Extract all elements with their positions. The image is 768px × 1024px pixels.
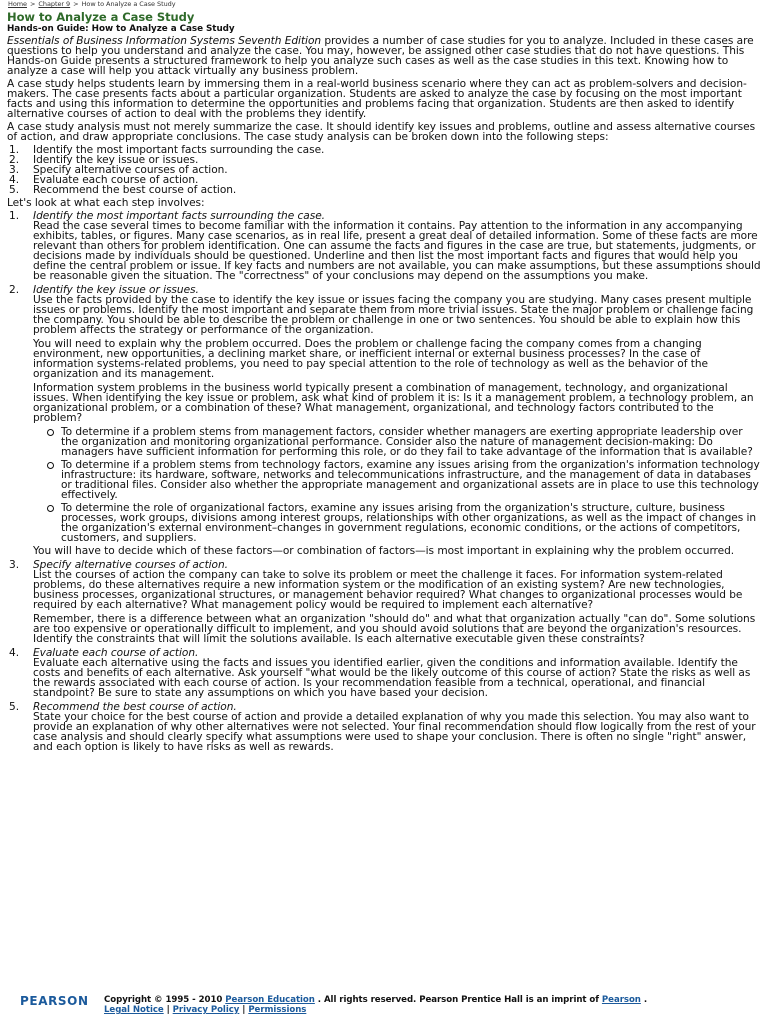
step-number: 1. (9, 144, 20, 156)
bullet-circle-icon (47, 505, 54, 512)
step-text: Recommend the best course of action. (33, 184, 237, 196)
footer-separator: | (163, 1005, 173, 1015)
section-paragraph: You will need to explain why the problem occurred. Does the problem or challenge facing the company comes from a changing environment, new opportunities, a declining market share, or inefficient internal or external business processes? In the case of information systems-related problems, you need to pay special attention to the role of technology as well as the behavior of the organization and its management. (33, 338, 708, 380)
step-text: Evaluate each course of action. (33, 174, 199, 186)
step-number: 5. (9, 184, 20, 196)
pearson-logo: PEARSON (20, 994, 89, 1008)
copyright-text: Copyright © 1995 - 2010 (104, 995, 226, 1005)
section-paragraph: You will have to decide which of these factors—or combination of factors—is most important in explaining why the problem occurred. (33, 545, 735, 557)
breadcrumb-chapter-link[interactable]: Chapter 9 (38, 0, 71, 8)
step-section-4 (7, 648, 762, 698)
breadcrumb-current: How to Analyze a Case Study (81, 0, 176, 8)
step-section-5 (7, 702, 762, 752)
bullet-text: To determine if a problem stems from technology factors, examine any issues arising from the organization's information technology infrastructure: its hardware, software, networks and telecommunications infrastructure, and the management of data in databases or traditional files. Consider also whether the appropriate management and organizational assets are in place to use this technology effectively. (61, 459, 760, 501)
bullet-circle-icon (47, 462, 54, 469)
page-title: How to Analyze a Case Study (7, 10, 195, 24)
step-section-2 (7, 285, 762, 556)
permissions-link[interactable]: Permissions (248, 1005, 307, 1015)
page-subtitle: Hands-on Guide: How to Analyze a Case Study (7, 24, 235, 34)
breadcrumb (8, 0, 176, 8)
footer-links (104, 1005, 647, 1015)
list-item (33, 460, 762, 500)
step-section-3 (7, 560, 762, 644)
section-number: 5. (9, 701, 20, 713)
step-text: Specify alternative courses of action. (33, 164, 228, 176)
section-body (33, 658, 762, 698)
step-text: Identify the most important facts surrounding the case. (33, 144, 325, 156)
step-number: 2. (9, 154, 20, 166)
section-title: Specify alternative courses of action. (33, 559, 228, 571)
list-item (33, 427, 762, 457)
intro-paragraph-1-text: provides a number of case studies for you to analyze. Included in these cases are questions to help you understand and analyze the case. You may, however, be assigned other case studies that do not have questions. This Hands-on Guide presents a structured framework to help you analyze such cases as well as the case studies in this text. Knowing how to analyze a case will help you attack virtually any business problem. (7, 35, 754, 77)
breadcrumb-home-link[interactable]: Home (8, 0, 27, 8)
legal-notice-link[interactable]: Legal Notice (104, 1005, 164, 1015)
section-number: 2. (9, 284, 20, 296)
section-title: Identify the most important facts surrounding the case. (33, 210, 325, 222)
steps-list (7, 145, 762, 195)
intro-paragraph-1 (7, 36, 762, 76)
footer-period: . (640, 995, 648, 1005)
book-title: Essentials of Business Information Systems Seventh Edition (7, 35, 322, 47)
section-number: 4. (9, 647, 20, 659)
bullet-circle-icon (47, 429, 54, 436)
section-paragraph: Information system problems in the business world typically present a combination of management, technology, and organizational issues. When identifying the key issue or problem, ask what kind of problem it is: Is it a management problem, a technology problem, an organizational problem, or a combination of these? What management, organizational, and technology factors contributed to the problem? (33, 382, 754, 424)
intro-paragraph-2: A case study helps students learn by immersing them in a real-world business scenario where they can act as problem-solvers and decision-makers. The case presents facts about a particular organization. Students are asked to analyze the case by focusing on the most important facts and using this information to determine the opportunities and problems facing that organization. Students are then asked to identify alternative courses of action to deal with the problems they identify. (7, 78, 747, 120)
main-content (7, 11, 762, 756)
footer-separator: | (239, 1005, 249, 1015)
rights-text: . All rights reserved. Pearson Prentice Hall is an imprint of (314, 995, 602, 1005)
pearson-education-link[interactable]: Pearson Education (225, 995, 315, 1005)
step-number: 3. (9, 164, 20, 176)
section-paragraph: List the courses of action the company can take to solve its problem or meet the challenge it faces. For information system-related problems, do these alternatives require a new information system or the modification of an existing system? Are new technologies, business processes, organizational structures, or management behavior required? What changes to organizational processes would be required by each alternative? What management policy would be required to implement each alternative? (33, 569, 743, 611)
breadcrumb-separator: > (30, 0, 36, 8)
section-body (33, 221, 762, 281)
breadcrumb-separator: > (73, 0, 79, 8)
step-text: Identify the key issue or issues. (33, 154, 199, 166)
section-paragraph: Evaluate each alternative using the facts and issues you identified earlier, given the conditions and information available. Identify the costs and benefits of each alternative. Ask yourself "what would be the likely outcome of this course of action? State the risks as well as the rewards associated with each course of action. Is your recommendation feasible from a technical, operational, and financial standpoint? Be sure to state any assumptions on which you have based your decision. (33, 657, 751, 699)
copyright-line (104, 995, 647, 1005)
section-body (33, 295, 762, 556)
list-item (7, 185, 762, 195)
section-paragraph: State your choice for the best course of action and provide a detailed explanation of why you made this selection. You may also want to provide an explanation of why other alternatives were not selected. Your final recommendation should flow logically from the rest of your case analysis and should clearly specify what assumptions were used to shape your conclusion. There is often no single "right" answer, and each option is likely to have risks as well as rewards. (33, 711, 756, 753)
list-item (33, 503, 762, 543)
section-body (33, 712, 762, 752)
step-details-list (7, 211, 762, 752)
pearson-link[interactable]: Pearson (601, 995, 641, 1005)
step-number: 4. (9, 174, 20, 186)
section-paragraph: Use the facts provided by the case to identify the key issue or issues facing the company you are studying. Many cases present multiple issues or problems. Identify the most important and separate them from more trivial issues. State the major problem or challenge facing the company. You should be able to describe the problem or challenge in one or two sentences. You should be able to explain how this problem affects the strategy or performance of the organization. (33, 294, 754, 336)
factors-list (33, 427, 762, 543)
section-paragraph: Read the case several times to become familiar with the information it contains. Pay attention to the information in any accompanying exhibits, tables, or figures. Many case scenarios, as in real life, present a great deal of detailed information. Some of these facts are more relevant than others for problem identification. One can assume the facts and figures in the case are true, but statements, judgments, or decisions made by individuals should be questioned. Underline and then list the most important facts and figures that would help you define the central problem or issue. If key facts and numbers are not available, you can make assumptions, but these assumptions should be reasonable given the situation. The "correctness" of your conclusions may depend on the assumptions you make. (33, 220, 761, 282)
bullet-text: To determine if a problem stems from management factors, consider whether managers are exerting appropriate leadership over the organization and monitoring organizational performance. Consider also the nature of management decision-making: Do managers have sufficient information for performing this role, or do they fail to take advantage of the information that is available? (61, 426, 753, 458)
section-body (33, 570, 762, 644)
section-title: Recommend the best course of action. (33, 701, 237, 713)
section-number: 1. (9, 210, 20, 222)
privacy-policy-link[interactable]: Privacy Policy (172, 1005, 240, 1015)
bullet-text: To determine the role of organizational factors, examine any issues arising from the organization's structure, culture, business processes, work groups, divisions among interest groups, relationships with other organizations, as well as the impact of changes in the organization's external environment–changes in government regulations, economic conditions, or the actions of competitors, customers, and suppliers. (61, 502, 757, 544)
step-section-1 (7, 211, 762, 281)
section-number: 3. (9, 559, 20, 571)
lets-look-text: Let's look at what each step involves: (7, 197, 205, 209)
footer-text (104, 995, 647, 1015)
section-paragraph: Remember, there is a difference between what an organization "should do" and what that organization actually "can do". Some solutions are too expensive or operationally difficult to implement, and you should avoid solutions that are beyond the organization's resources. Identify the constraints that will limit the solutions available. Is each alternative executable given these constraints? (33, 613, 756, 645)
section-title: Identify the key issue or issues. (33, 284, 199, 296)
intro-paragraph-3: A case study analysis must not merely summarize the case. It should identify key issues and problems, outline and assess alternative courses of action, and draw appropriate conclusions. The case study analysis can be broken down into the following steps: (7, 121, 756, 143)
section-title: Evaluate each course of action. (33, 647, 199, 659)
footer (0, 992, 768, 1016)
